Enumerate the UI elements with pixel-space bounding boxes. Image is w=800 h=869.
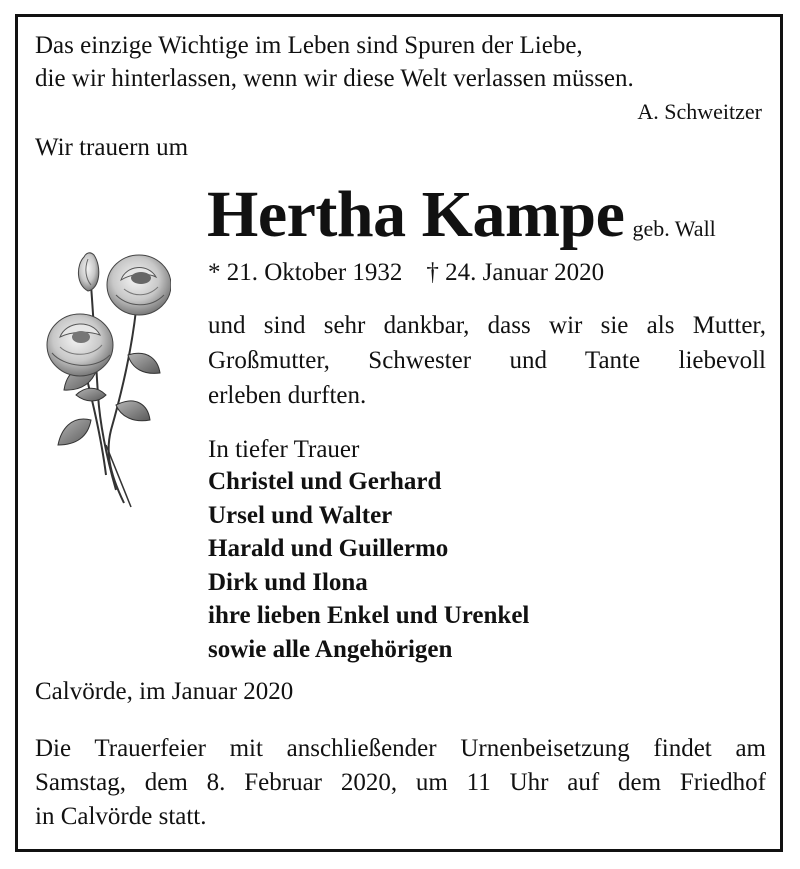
tribute-paragraph (208, 308, 766, 413)
tribute-line-1: und sind sehr dankbar, dass wir sie als Mutter, (208, 312, 766, 339)
family-member: sowie alle Angehörigen (208, 635, 453, 663)
quote-author: A. Schweitzer (637, 99, 762, 124)
family-member: ihre lieben Enkel und Urenkel (208, 602, 530, 630)
tribute-line-2: Großmutter, Schwester und Tante liebevoll (208, 347, 766, 374)
service-line-3: in Calvörde statt. (35, 803, 207, 830)
birth-date: * 21. Oktober 1932 (208, 259, 403, 286)
birth-name: geb. Wall (632, 216, 716, 241)
death-date: † 24. Januar 2020 (426, 259, 605, 286)
family-member: Dirk und Ilona (208, 568, 368, 596)
intro-text: Wir trauern um (35, 134, 189, 161)
place-date: Calvörde, im Januar 2020 (35, 678, 294, 705)
quote-line-1: Das einzige Wichtige im Leben sind Spuren der Liebe, (35, 32, 583, 59)
deceased-name: Hertha Kampe (207, 178, 625, 251)
family-list (208, 465, 529, 667)
quote-line-2: die wir hinterlassen, wenn wir diese Welt verlassen müssen. (35, 65, 634, 92)
life-dates (208, 258, 604, 288)
service-paragraph (35, 732, 766, 834)
service-line-1: Die Trauerfeier mit anschließender Urnenbeisetzung findet am (35, 735, 766, 762)
mourning-intro: In tiefer Trauer (208, 436, 360, 463)
service-line-2: Samstag, dem 8. Februar 2020, um 11 Uhr auf dem Friedhof (35, 769, 766, 796)
family-member: Harald und Guillermo (208, 535, 449, 563)
family-member: Christel und Gerhard (208, 468, 442, 495)
tribute-line-3: erleben durften. (208, 382, 367, 409)
family-member: Ursel und Walter (208, 501, 393, 529)
roses-icon (36, 245, 171, 510)
